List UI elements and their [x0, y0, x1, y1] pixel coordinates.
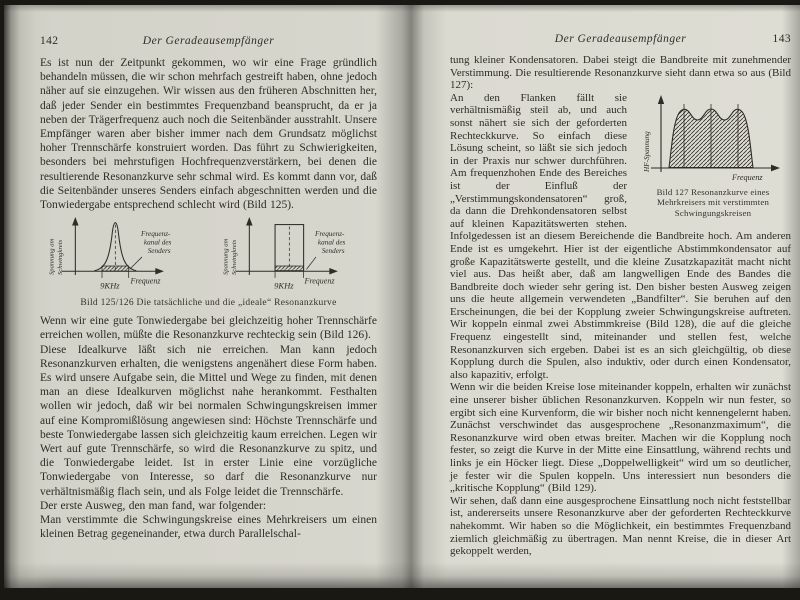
paragraph: Wenn wir eine gute Tonwiedergabe bei gleichzeitig hoher Trennschärfe erreichen wollen, müßte die Resonanzkurve rechteckig sein (Bild 126). [40, 315, 377, 342]
paragraph: Wir sehen, daß dann eine ausgesprochene Einsattlung noch nicht feststellbar ist, andererseits unsere Resonanzkurve aber der geforderten Rechteckkurve nahekommt. Wir haben so die Möglichkeit, ein bestimmtes Frequenzband ziemlich gleichmäßig zu übertragen. Man nennt Kreise, die in dieser Art gekoppelt werden, [450, 494, 791, 558]
y-axis-label: Spannung am [221, 238, 229, 276]
paragraph: tung kleiner Kondensatoren. Dabei steigt die Bandbreite mit zunehmender Verstimmung. Die resultierende Resonanzkurve sieht dann etwa so aus (Bild 127): [450, 54, 791, 92]
x-axis-label: Frequenz [304, 276, 334, 286]
page-header-left [40, 35, 377, 47]
frequency-band-hatch [275, 266, 304, 271]
resonance-curve-ideal-diagram [216, 216, 376, 296]
annotation-frequenzkanal: kanal des [143, 238, 171, 247]
y-axis-arrow-icon [658, 95, 664, 104]
figure-caption-bild-127: Bild 127 Resonanzkurve eines Mehrkreisers mit verstimmten Schwingungskreisen [656, 186, 770, 218]
figure-bild-127 [635, 94, 791, 219]
detuned-resonance-curve-diagram [635, 94, 787, 186]
figure-bild-125-126 [40, 216, 377, 296]
paragraph: Es ist nun der Zeitpunkt gekommen, wo wir eine Frage gründlich behandeln müssen, die wir schon mehrfach gestreift haben, ohne jedoch näher auf sie einzugehen. Wir wissen aus den früheren Abschnitten her, daß jeder Sender ein bestimmtes Frequenzband beansprucht, da er ja neben der Trägerfrequenz auch noch die Seitenbänder ausstrahlt. Unsere Empfänger waren aber bisher immer nach dem Grundsatz möglichst hoher Trennschärfe konstruiert worden. Das führt zu Schwierigkeiten, besonders bei mehrstufigen Hochfrequenzverstärkern, bei denen die resultierende Resonanzkurve sehr schmal wird. Es kommt dann vor, daß die Seitenbänder unseres Senders einfach abgeschnitten werden und die Tonwiedergabe entsprechend schlecht wird (Bild 125). [40, 57, 377, 212]
x-axis-label: Frequenz [130, 276, 160, 286]
running-header-right: Der Geradeausempfänger [554, 33, 687, 45]
y-axis-label: Spannung am [47, 238, 55, 276]
annotation-frequenzkanal: Senders [147, 247, 171, 256]
book-spread [4, 5, 800, 588]
page-left [40, 35, 377, 541]
band-width-label: 9KHz [99, 280, 120, 291]
paragraph: Man verstimmte die Schwingungskreise eines Mehrkreisers um einen kleinen Betrag gegeneinander, etwa durch Parallelschal- [40, 514, 377, 541]
paragraph: An den Flanken fällt sie verhältnismäßig steil ab, und auch sonst nähert sie sich der geforderten Rechteckkurve. So einfach diese Lösung scheint, so läßt sie sich jedoch in der Praxis nur schwer durchführen. Am frequenzhohen Ende des Bereiches ist der Einfluß der „Verstimmungskondensatoren“ groß, da dann die Drehkondensatoren selbst auf kleinen Kapazitätswerten stehen. Infolgedessen ist an diesem Bereichende die Bandbreite hoch. Am anderen Ende ist es umgekehrt. Hier ist der eigentliche Abstimmkondensator auf große Kapazitätswerte gestellt, und die kleine Zusatzkapazität macht nicht viel aus. Das heißt aber, daß am langwelligen Ende des Bandes die Bandbreite doch wieder sehr gering ist. Den bisher besten Ausweg zeigen uns die heute allgemein verwendeten „Bandfilter“. Sie beruhen auf den Erscheinungen, die bei der Kopplung zweier Schwingungskreise auftreten. Wir koppeln einmal zwei Abstimmkreise (Bild 128), die auf die gleiche Frequenz eingestellt sind, miteinander und stellen fest, welche Resonanzkurven sich ergeben. Dabei ist es an sich gleichgültig, ob diese Kopplung durch die Spulen, also induktiv, oder durch einen Kondensator, also kapazitiv, erfolgt. [450, 91, 791, 381]
resonance-curve-actual-diagram [42, 216, 202, 296]
band-width-label: 9KHz [273, 280, 294, 291]
paragraph: Der erste Ausweg, den man fand, war folgender: [40, 499, 267, 512]
frequency-band-hatch [102, 266, 129, 271]
annotation-frequenzkanal: kanal des [317, 238, 345, 247]
running-header-left: Der Geradeausempfänger [142, 35, 275, 47]
y-axis-arrow-icon [72, 217, 78, 226]
page-number-left: 142 [40, 35, 59, 47]
y-axis-label: Schwingkreis [230, 240, 238, 276]
y-axis-label: Schwingkreis [56, 240, 64, 276]
page-number-right: 143 [772, 33, 791, 45]
x-axis-label: Frequenz [732, 172, 763, 182]
x-axis-arrow-icon [329, 268, 338, 274]
y-axis-label: HF-Spannung [643, 131, 651, 172]
y-axis-arrow-icon [246, 217, 252, 226]
x-axis-arrow-icon [155, 268, 164, 274]
page-right [450, 33, 791, 558]
page-header-right [450, 33, 791, 45]
annotation-frequenzkanal: Frequenz- [314, 230, 344, 239]
annotation-pointer-line [306, 257, 316, 269]
figure-caption-bild-125-126: Bild 125/126 Die tatsächliche und die „ideale“ Resonanzkurve [80, 298, 337, 309]
annotation-frequenzkanal: Frequenz- [140, 230, 170, 239]
annotation-pointer-line [129, 257, 141, 269]
x-axis-arrow-icon [771, 164, 780, 171]
annotation-frequenzkanal: Senders [321, 247, 345, 256]
paragraph: Diese Idealkurve läßt sich nie erreichen. Man kann jedoch Resonanzkurven erhalten, die wenigstens angenähert diese Form haben. Es wird unsere Aufgabe sein, die Mittel und Wege zu finden, mit denen man an diese Idealkurven möglichst nahe herankommt. Festhalten wollen wir jedoch, daß wir bei normalen Schwingungskreisen immer auf eine Kompromißlösung angewiesen sind: Höchste Trennschärfe und beste Tonwiedergabe lassen sich gleichzeitig kaum erreichen. Legen wir Wert auf gute Trennschärfe, so wird die Resonanzkurve zu spitz, und die Tonwiedergabe leidet. Ist in erster Linie eine vorzügliche Tonwiedergabe von Interesse, so darf die Resonanzkurve nur verhältnismäßig flach sein, und als Folge leidet die Trennschärfe. [40, 343, 377, 498]
paragraph: Wenn wir die beiden Kreise lose miteinander koppeln, erhalten wir zunächst eine unserer bisher üblichen Resonanzkurven. Koppeln wir nun fester, so ergibt sich eine Kurvenform, die wir bisher noch nicht kennengelernt haben. Zunächst verschwindet das ausgesprochene „Resonanzmaximum“, die Resonanzkurve wird oben etwas breiter. Machen wir die Kopplung noch fester, so zeigt die Kurve in der Mitte eine Einsattlung, während rechts und links je ein Höcker liegt. Diese „Doppelwelligkeit“ wird um so deutlicher, je fester wir die Spulen koppeln. Uns interessiert nun besonders die „kritische Kopplung“ (Bild 129). [450, 381, 791, 495]
